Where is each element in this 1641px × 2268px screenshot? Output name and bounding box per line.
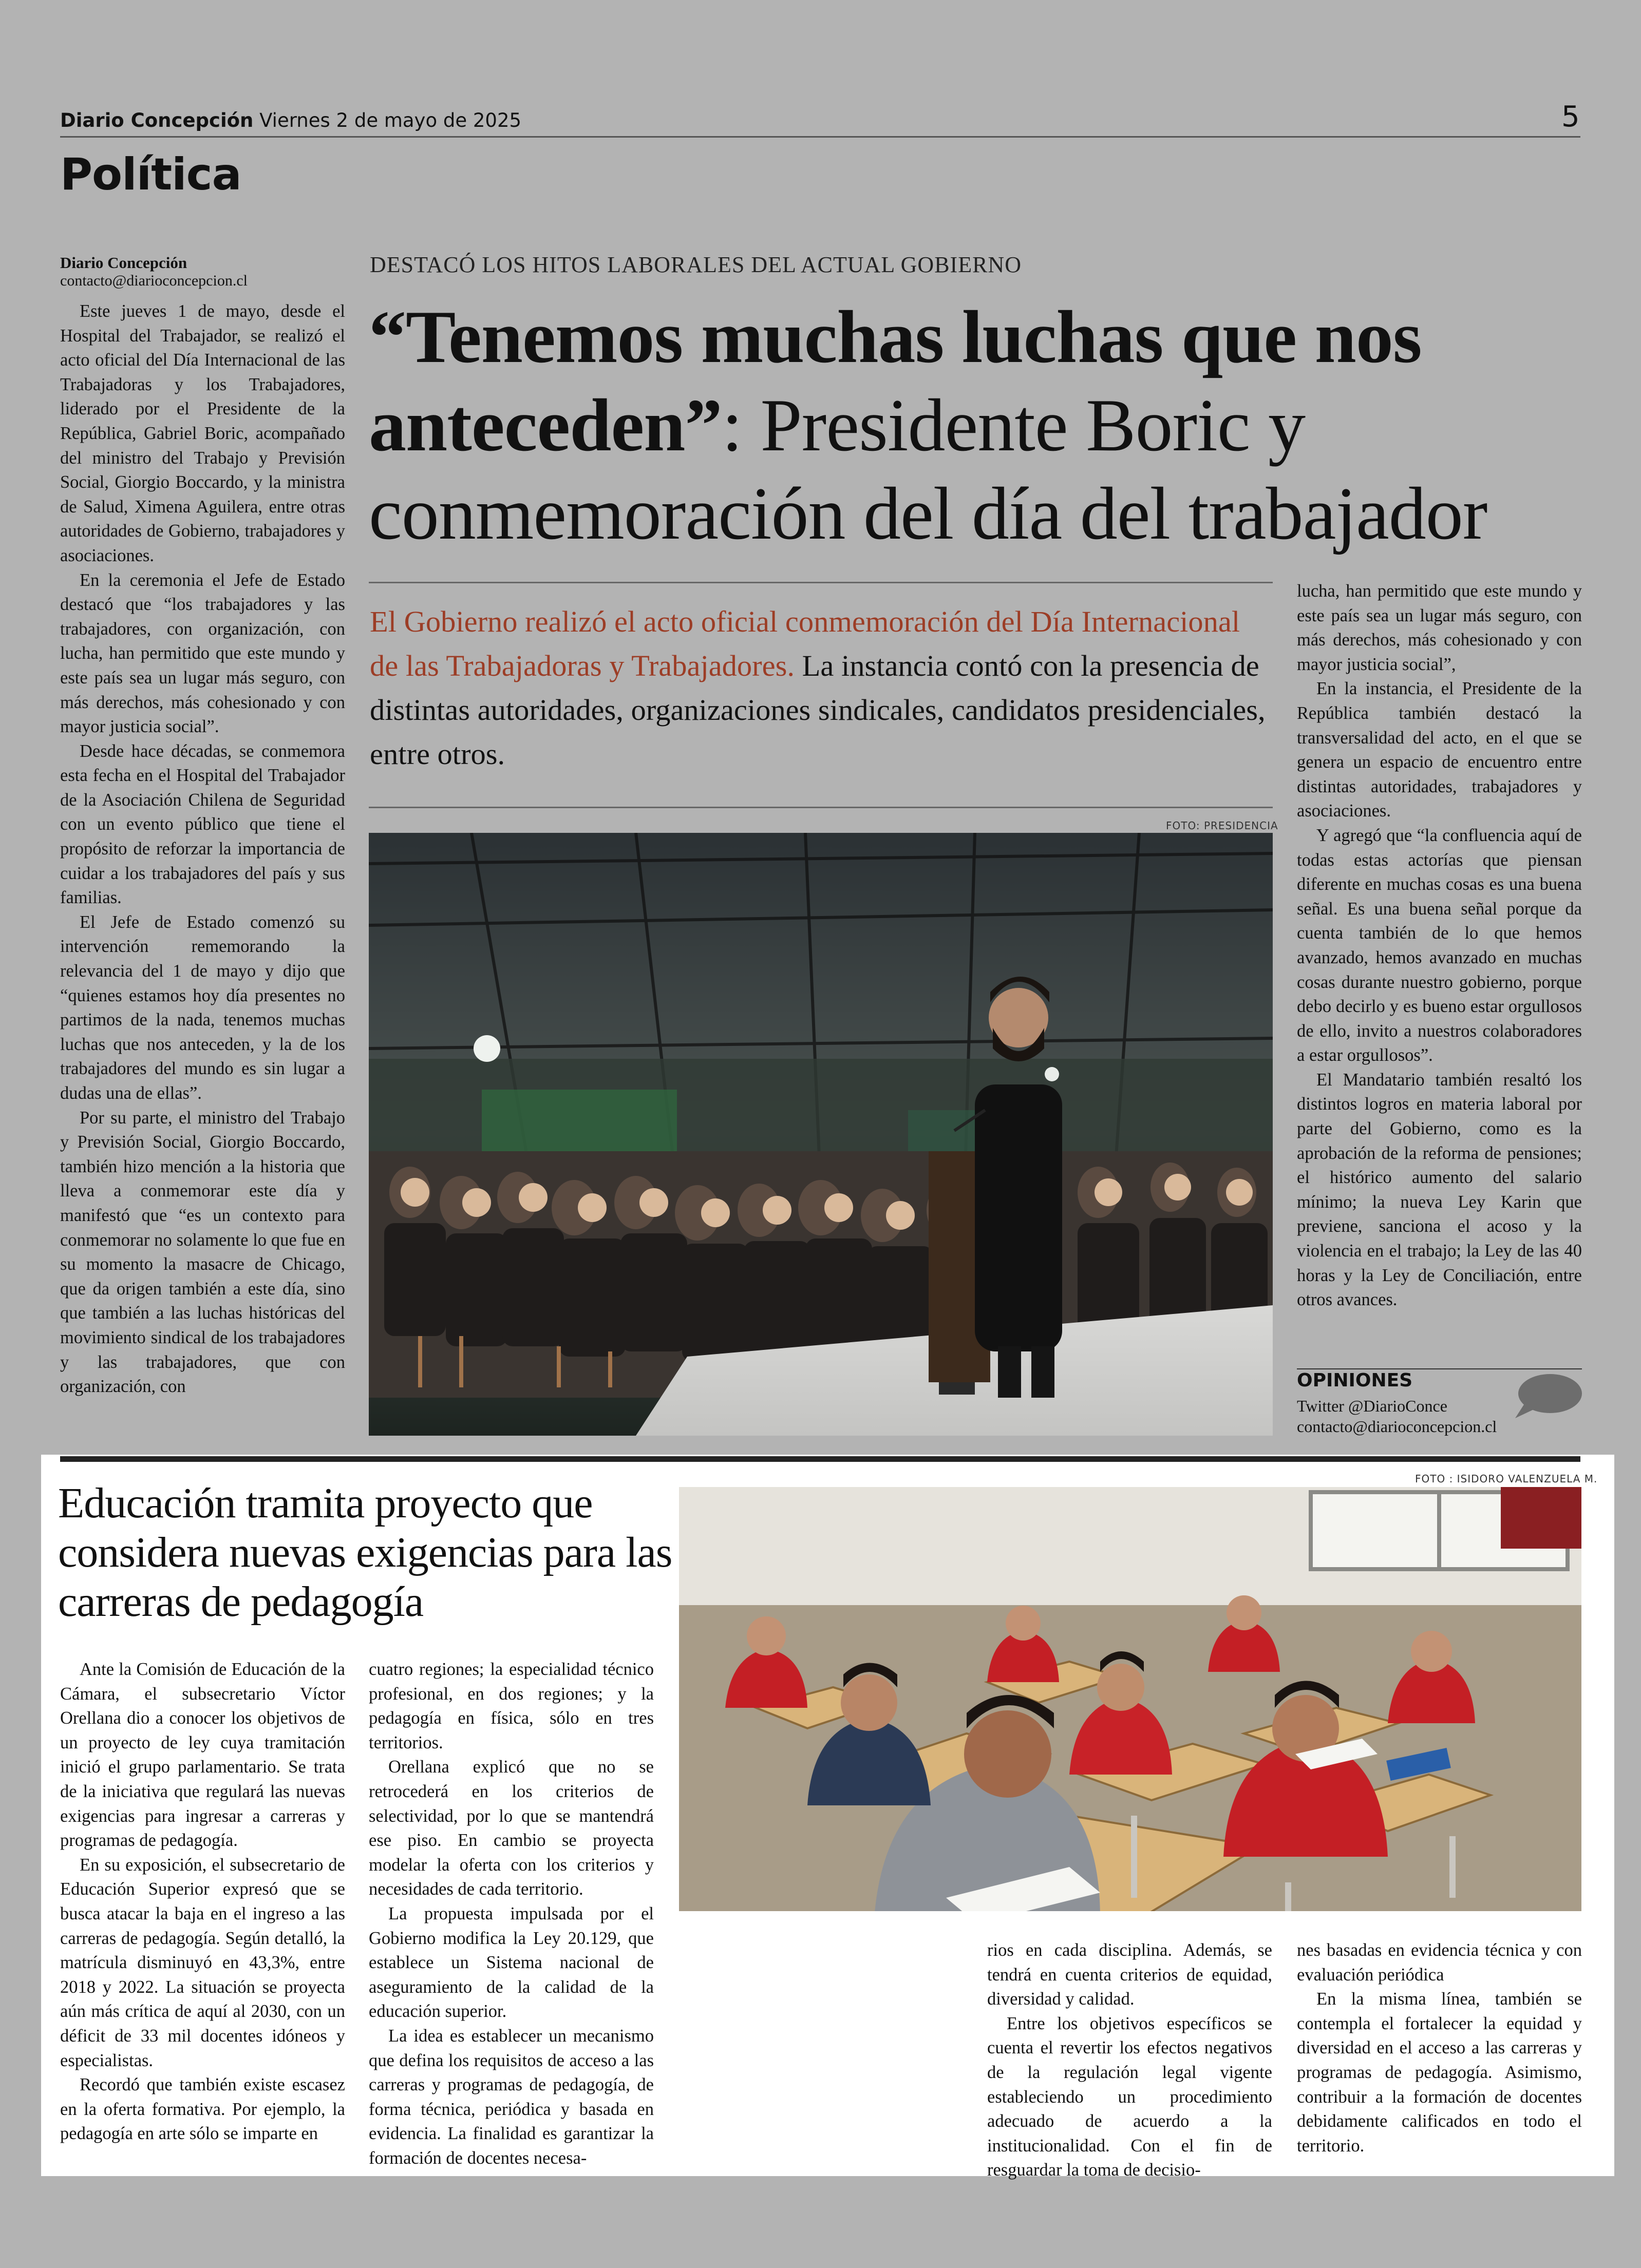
- byline: [60, 254, 248, 290]
- byline-email: contacto@diarioconcepcion.cl: [60, 272, 248, 289]
- paragraph: Ante la Comisión de Educación de la Cámara, el subsecretario Víctor Orellana dio a conocer los objetivos de un proyecto de ley cuya tramitación inició el grupo parlamentario. Se trata de la iniciativa que regulará las nuevas exigencias para ingresar a carreras y programas de pedagogía.: [60, 1660, 345, 1851]
- paragraph: En la misma línea, también se contempla el fortalecer la equidad y diversidad en el acceso a las carreras y programas de pedagogía. Asimismo, contribuir a la formación de docentes debidamente calificados en todo el territorio.: [1297, 1989, 1582, 2156]
- section-title: Política: [60, 149, 241, 200]
- paragraph: En la instancia, el Presidente de la República también destacó la transversalidad del acto, en el que se genera un espacio de encuentro entre distintas autoridades, trabajadores y asociaciones.: [1297, 679, 1582, 821]
- paragraph: La idea es establecer un mecanismo que defina los requisitos de acceso a las carreras y programas de pedagogía, de forma técnica, periódica y basada en evidencia. La finalidad es garantizar la formación de docentes necesa-: [369, 2026, 654, 2168]
- article-kicker: DESTACÓ LOS HITOS LABORALES DEL ACTUAL GOBIERNO: [370, 252, 1022, 277]
- paragraph: Y agregó que “la confluencia aquí de todas estas actorías que piensan diferente en muchas cosas es una buena señal. Es una buena señal porque da cuenta también de lo que hemos avanzado, hemos avanzado en muchas cosas durante nuestro gobierno, porque debo decirlo y es bueno estar orgullosos de ello, invito a nuestros colaboradores a estar orgullosos”.: [1297, 825, 1582, 1065]
- paragraph: Orellana explicó que no se retrocederá en los criterios de selectividad, por lo que se mantendrá ese piso. En cambio se proyecta modelar la oferta con los criterios y necesidades de cada territorio.: [369, 1757, 654, 1899]
- paragraph: Recordó que también existe escasez en la oferta formativa. Por ejemplo, la pedagogía en arte sólo se imparte en: [60, 2075, 345, 2144]
- headline-quote: “Tenemos muchas luchas que nos anteceden”: [369, 295, 1422, 467]
- second-article-col-1: [60, 1657, 345, 2146]
- second-headline: Educación tramita proyecto que considera nuevas exigencias para las carreras de pedagogía: [58, 1479, 672, 1626]
- paragraph-continuation: lucha, han permitido que este mundo y este país sea un lugar más seguro, con más derechos, más cohesionado y con mayor justicia social”,: [1297, 581, 1582, 674]
- section-divider-thick: [60, 1456, 1580, 1462]
- header-divider: [60, 136, 1580, 138]
- paragraph-continuation: nes basadas en evidencia técnica y con evaluación periódica: [1297, 1940, 1582, 1985]
- paragraph: En la ceremonia el Jefe de Estado destacó que “los trabajadores y las trabajadores, con organización, con lucha, han permitido que este mundo y este país sea un lugar más seguro, con más derechos, más cohesionado y con mayor justicia social”.: [60, 570, 345, 737]
- paragraph: Entre los objetivos específicos se cuenta el revertir los efectos negativos de la regulación legal vigente estableciendo un procedimiento adecuado de acuerdo a la institucionalidad. Con el fin de resguardar la toma de decisio-: [987, 2013, 1272, 2180]
- opinions-contact: [1297, 1396, 1497, 1437]
- paragraph-continuation: rios en cada disciplina. Además, se tendrá en cuenta criterios de equidad, diversidad y calidad.: [987, 1940, 1272, 2009]
- ceremony-photo: [369, 833, 1273, 1436]
- paragraph: La propuesta impulsada por el Gobierno modifica la Ley 20.129, que establece un Sistema nacional de aseguramiento de la calidad de la educación superior.: [369, 1903, 654, 2022]
- classroom-photo-image: [679, 1487, 1581, 1911]
- speech-bubble-icon: [1510, 1372, 1583, 1419]
- ceremony-photo-image: [369, 833, 1273, 1436]
- deck-highlight: El Gobierno realizó el acto oficial conmemoración del Día Internacional de las Trabajadoras y Trabajadores.: [370, 605, 1240, 682]
- second-article-col-3: [987, 1938, 1272, 2183]
- second-article-col-2: [369, 1657, 654, 2170]
- paragraph-continuation: cuatro regiones; la especialidad técnico profesional, en dos regiones; y la pedagogía en física, sólo en tres territorios.: [369, 1660, 654, 1752]
- paragraph: Desde hace décadas, se conmemora esta fecha en el Hospital del Trabajador de la Asociación Chilena de Seguridad con un evento público que tiene el propósito de reforzar la importancia de cuidar a los trabajadores del país y sus familias.: [60, 741, 345, 908]
- opinions-rule: [1297, 1368, 1582, 1369]
- byline-name: Diario Concepción: [60, 254, 187, 272]
- photo-credit: FOTO: PRESIDENCIA: [1166, 819, 1278, 832]
- second-photo-credit: FOTO : ISIDORO VALENZUELA M.: [1415, 1473, 1598, 1485]
- page-number: 5: [1561, 100, 1580, 134]
- article-deck: [370, 600, 1274, 776]
- deck-top-rule: [369, 582, 1273, 583]
- issue-date: Viernes 2 de mayo de 2025: [259, 109, 522, 131]
- page-header: [60, 109, 521, 131]
- opinions-twitter[interactable]: Twitter @DiarioConce: [1297, 1397, 1447, 1415]
- opinions-email[interactable]: contacto@diarioconcepcion.cl: [1297, 1417, 1497, 1436]
- paragraph: En su exposición, el subsecretario de Educación Superior expresó que se busca atacar la baja en el ingreso a las carreras de pedagogía. Según detalló, la matrícula disminuyó en 43,3%, entre 2018 y 2022. La situación se proyecta aún más crítica de aquí al 2030, con un déficit de 33 mil docentes idóneos y especialistas.: [60, 1855, 345, 2070]
- paragraph: El Jefe de Estado comenzó su intervención rememorando la relevancia del 1 de mayo y dijo que “quienes estamos hoy día presentes no partimos de la nada, tenemos muchas luchas que nos anteceden, y la de los trabajadores del mundo es sin lugar a dudas una de ellas”.: [60, 912, 345, 1103]
- second-article-col-4: [1297, 1938, 1582, 2158]
- main-article-left-column: [60, 299, 345, 1399]
- main-headline: [369, 293, 1591, 558]
- deck-text: La instancia contó con la presencia de distintas autoridades, organizaciones sindicales, candidatos presidenciales, entre otros.: [370, 649, 1266, 771]
- headline-rest: : Presidente Boric y conmemoración del día del trabajador: [369, 384, 1487, 555]
- classroom-photo: [679, 1487, 1581, 1911]
- paragraph: El Mandatario también resaltó los distintos logros en materia laboral por parte del Gobierno, como es la aprobación de la reforma de pensiones; el histórico aumento del salario mínimo; la nueva Ley Karin que previene, sanciona el acoso y la violencia en el trabajo; la Ley de las 40 horas y la Ley de Conciliación, entre otros avances.: [1297, 1070, 1582, 1310]
- paragraph: Por su parte, el ministro del Trabajo y Previsión Social, Giorgio Boccardo, también hizo mención a la historia que lleva a conmemorar este día y manifestó que “es un contexto para conmemorar no solamente lo que fue en su momento la masacre de Chicago, que da origen también a este día, sino que también a las luchas históricas del movimiento sindical de los trabajadores y las trabajadores, que con organización, con: [60, 1108, 345, 1397]
- paragraph: Este jueves 1 de mayo, desde el Hospital del Trabajador, se realizó el acto oficial del Día Internacional de las Trabajadoras y los Trabajadores, liderado por el Presidente de la República, Gabriel Boric, acompañado del ministro del Trabajo y Previsión Social, Giorgio Boccardo, y la ministra de Salud, Ximena Aguilera, entre otras autoridades de Gobierno, trabajadores y asociaciones.: [60, 301, 345, 565]
- newspaper-name: Diario Concepción: [60, 109, 254, 131]
- opinions-title: OPINIONES: [1297, 1370, 1413, 1391]
- main-article-right-column: [1297, 579, 1582, 1312]
- deck-bottom-rule: [369, 807, 1273, 808]
